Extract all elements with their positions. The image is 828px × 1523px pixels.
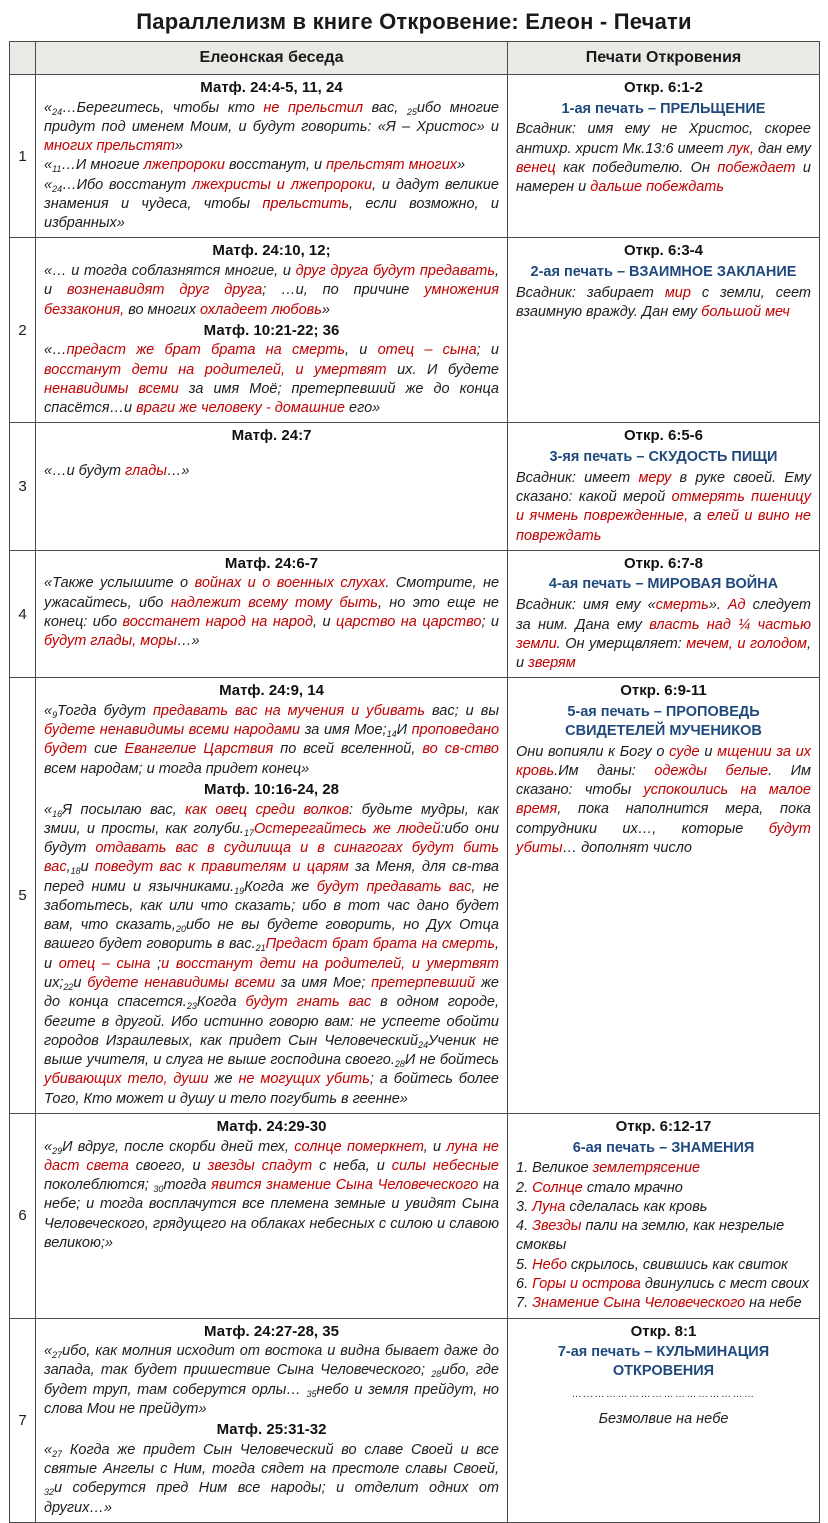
plain-text: « (44, 702, 53, 719)
plain-text: :ибо они будут (44, 820, 500, 857)
verse-number: 24 (52, 106, 63, 117)
quote-paragraph (516, 1159, 811, 1178)
verse-number: 24 (52, 183, 63, 194)
plain-text: же (208, 1071, 239, 1088)
plain-text: Тогда будут (57, 702, 153, 719)
verse-number: 24 (418, 1039, 429, 1050)
highlight-red-text: предаст же брат брата на смерть (66, 342, 345, 359)
highlight-red-text: ненавидимы всеми (44, 380, 179, 397)
quote-paragraph (44, 156, 499, 175)
plain-text: пали на землю, как незрелые смоквы (516, 1218, 785, 1254)
plain-text: за имя Мое; (300, 722, 387, 739)
plain-text: : будьте мудры, как змии, и просты, как голуби. (44, 801, 499, 837)
plain-text: скрылось, свившись как свиток (566, 1256, 788, 1273)
quote-paragraph (44, 574, 499, 651)
highlight-red-text: меру (638, 469, 672, 486)
seal-title: 1-ая печать – ПРЕЛЬЩЕНИЕ (561, 100, 766, 117)
plain-text: « (44, 176, 53, 193)
table-row (10, 75, 820, 238)
plain-text: 7. (516, 1295, 533, 1312)
row-number: 6 (10, 1114, 36, 1319)
parallelism-table (9, 41, 820, 1523)
verse-number: 11 (52, 164, 62, 175)
plain-text: . Смотрите, не ужасайтесь, ибо (44, 575, 500, 611)
plain-text: 5. (516, 1256, 533, 1273)
scripture-reference: Откр. 6:7-8 (623, 554, 704, 572)
quote-paragraph (516, 120, 811, 197)
row-5-seals-cell (508, 678, 820, 1114)
quote-paragraph (44, 1138, 499, 1254)
scripture-reference: Откр. 6:3-4 (623, 242, 704, 260)
plain-text: сие (87, 741, 125, 758)
plain-text: , и (313, 613, 337, 630)
quote-paragraph (44, 262, 499, 320)
highlight-red-text: Небо (532, 1256, 567, 1273)
plain-text: с неба, и (312, 1157, 392, 1174)
plain-text: в руке своей. Ему сказано: какой мерой (516, 469, 811, 506)
verse-number: 32 (44, 1487, 55, 1498)
plain-text: , пока наполнится мера, пока сотрудники их…, которые (516, 801, 811, 837)
row-number: 5 (10, 678, 36, 1114)
highlight-red-text: лжепророки (143, 157, 225, 174)
plain-text: , и дадут великие знамения и чудеса, чтобы (44, 176, 499, 212)
plain-text: … дополнят число (562, 839, 692, 856)
seal-title: 6-ая печать – ЗНАМЕНИЯ (572, 1139, 755, 1156)
row-4-olivet-cell (36, 550, 508, 677)
plain-text: всем народам; и тогда придет конец» (44, 760, 310, 777)
plain-text: ибо, как молния исходит от востока и видна бывает даже до запада, так будет пришествие Сына Человеческого; (44, 1343, 499, 1379)
verse-number: 25 (406, 106, 417, 117)
plain-text: и соберутся пред Ним все народы; и отделит одних от других…» (44, 1480, 499, 1516)
plain-text: …» (177, 633, 200, 650)
scripture-reference: Матф. 24:4-5, 11, 24 (200, 79, 343, 96)
quote-paragraph (516, 1294, 811, 1313)
plain-text: Когда (196, 994, 246, 1011)
plain-text: 6. (516, 1276, 533, 1293)
highlight-red-text: многих прельстят (44, 138, 175, 155)
plain-text: на небе; и тогда восплачутся все племена земные и увидят Сына Человеческого, грядущего на облаках небесных с силою и славою великою;» (44, 1177, 500, 1251)
row-5-olivet-cell (36, 678, 508, 1114)
quote-paragraph (44, 462, 499, 481)
plain-text: ; и (481, 613, 499, 630)
highlight-red-text: не прельстил (263, 99, 364, 116)
verse-number: 9 (52, 709, 58, 720)
highlight-red-text: друг друга будут предавать (295, 262, 495, 279)
plain-text: за имя Моё; претерпевший же до конца спасётся…и (44, 380, 499, 417)
highlight-red-text: как овец среди волков (185, 801, 350, 818)
highlight-red-text: восстанут дети на родителей, и умертвят (44, 361, 387, 378)
scripture-reference: Откр. 8:1 (630, 1322, 697, 1340)
highlight-red-text: будут убиты (516, 820, 811, 856)
highlight-red-text: Солнце (532, 1179, 583, 1196)
verse-number: 21 (255, 943, 266, 954)
verse-number: 22 (63, 982, 74, 993)
highlight-red-text: во св-ство (422, 741, 499, 758)
plain-text: Они вопияли к Богу о (516, 743, 670, 760)
plain-text: «…и будут (44, 462, 125, 479)
verse-number: 27 (52, 1350, 63, 1361)
highlight-red-text: охладеет любовь (200, 301, 322, 318)
table-row (10, 1318, 820, 1522)
plain-text: ибо, где будет труп, там соберутся орлы… (44, 1362, 499, 1398)
row-number: 1 (10, 75, 36, 238)
verse-number: 20 (175, 924, 186, 935)
highlight-red-text: побеждает (717, 159, 796, 176)
highlight-red-text: Знамение Сына Человеческого (532, 1295, 746, 1312)
verse-number: 27 (52, 1448, 63, 1459)
plain-text: 4. (516, 1218, 533, 1235)
plain-text: ; …и, по причине (262, 282, 425, 299)
plain-text: «… (44, 342, 67, 359)
plain-text: же до конца спасется. (44, 975, 499, 1011)
plain-text (403, 840, 412, 856)
highlight-red-text: отмерять пшеницу и ячмень поврежденные, (516, 489, 811, 525)
highlight-red-text: явится знамение Сына Человеческого (211, 1177, 479, 1194)
verse-number: 18 (70, 866, 81, 877)
plain-text: , если возможно, и избранных» (44, 195, 499, 232)
plain-text: « (44, 1343, 53, 1360)
plain-text: ; а бойтесь более Того, Кто может и душу и тело погубить в геенне» (44, 1071, 500, 1107)
header-number-cell (10, 42, 36, 75)
scripture-reference: Матф. 25:31-32 (216, 1421, 327, 1439)
plain-text: поколеблются; (44, 1177, 154, 1194)
verse-number: 35 (306, 1388, 317, 1399)
plain-text: « (44, 1138, 53, 1155)
highlight-red-text: враги же человеку - домашние (136, 400, 345, 417)
plain-text: дан ему (753, 140, 811, 157)
highlight-red-text: мир (664, 284, 691, 301)
plain-text: И не бойтесь (404, 1052, 499, 1069)
highlight-red-text: большой меч (701, 304, 790, 321)
plain-text: Всадник: забирает (516, 284, 665, 301)
plain-text: . Он умерщвляет: (556, 635, 687, 652)
highlight-red-text: одежды белые (654, 762, 769, 779)
plain-text: за имя Мое; (275, 975, 372, 992)
header-seals: Печати Откровения (508, 42, 820, 75)
quote-paragraph (44, 341, 499, 418)
highlight-red-text: и восстанут дети на родителей, и умертвят (161, 955, 499, 972)
table-row (10, 238, 820, 423)
quote-paragraph (44, 99, 499, 157)
highlight-red-text: проповедано будет (44, 722, 500, 758)
seal-title: 2-ая печать – ВЗАИМНОЕ ЗАКЛАНИЕ (530, 263, 797, 280)
plain-text: 3. (516, 1198, 533, 1215)
plain-text: и (80, 859, 95, 876)
row-number: 3 (10, 423, 36, 550)
highlight-red-text: войнах и о военных слухах (194, 575, 386, 592)
plain-text: ». (708, 597, 728, 614)
highlight-red-text: будут глады, моры (44, 633, 178, 650)
plain-text: » (321, 301, 330, 318)
quote-paragraph (516, 1179, 811, 1198)
seal-title: 7-ая печать – КУЛЬМИНАЦИЯ ОТКРОВЕНИЯ (557, 1344, 770, 1379)
highlight-red-text: отец – сына (58, 955, 151, 972)
highlight-red-text: отец – сына (377, 342, 477, 359)
plain-text: их. И будете (386, 361, 499, 378)
seal-title: 4-ая печать – МИРОВАЯ ВОЙНА (548, 576, 779, 593)
highlight-red-text: отдавать вас в судилища и в синагогах (95, 840, 403, 857)
highlight-red-text: будете ненавидимы всеми (87, 975, 276, 992)
row-6-olivet-cell (36, 1114, 508, 1319)
highlight-red-text: мщении за их кровь (516, 743, 812, 779)
plain-text: стало мрачно (582, 1179, 683, 1196)
highlight-red-text: суде (669, 743, 700, 760)
plain-text: , и (344, 342, 378, 359)
highlight-red-text: будут предавать вас (316, 878, 472, 895)
plain-text: , и (44, 936, 499, 972)
table-row (10, 423, 820, 550)
plain-text: , и (423, 1138, 447, 1155)
highlight-red-text: солнце померкнет (294, 1138, 424, 1155)
highlight-red-text: царство на царство (336, 613, 482, 630)
scripture-reference: Матф. 24:29-30 (216, 1118, 327, 1135)
quote-paragraph (44, 176, 499, 234)
quote-paragraph (516, 1217, 811, 1256)
plain-text: за Меня, для св-тва перед ними и язычниками. (44, 859, 499, 895)
plain-text: « (44, 99, 53, 116)
verse-number: 28 (431, 1369, 442, 1380)
highlight-red-text: землетрясение (592, 1160, 701, 1177)
highlight-red-text: претерпевший (371, 975, 476, 992)
scripture-reference: Откр. 6:9-11 (620, 682, 707, 700)
quote-paragraph (44, 1342, 499, 1419)
plain-text: .Им даны: (554, 762, 655, 779)
plain-text: » (457, 157, 466, 174)
verse-number: 30 (153, 1184, 164, 1195)
plain-text: Всадник: имя ему « (516, 597, 656, 614)
quote-paragraph (516, 1198, 811, 1217)
quote-paragraph (44, 702, 499, 779)
plain-text: , (66, 859, 71, 876)
highlight-red-text: восстанет народ на народ (122, 613, 314, 630)
plain-text: . Им сказано: чтобы (516, 762, 811, 799)
plain-text: Всадник: имя ему не Христос, скорее антихр. христ Мк.13:6 имеет (516, 121, 811, 157)
plain-text: с земли, сеет взаимную вражду. Дан ему (516, 284, 811, 321)
quote-paragraph (516, 469, 811, 546)
plain-text: 1. Великое (516, 1160, 593, 1177)
highlight-red-text: будете ненавидимы всеми народами (44, 722, 301, 739)
scripture-reference: Матф. 10:16-24, 28 (204, 781, 339, 798)
row-3-olivet-cell (36, 423, 508, 550)
plain-text: следует за ним. Дана ему (516, 597, 812, 633)
highlight-red-text: глады (124, 462, 167, 479)
plain-text: как победителю. Он (555, 159, 718, 176)
row-1-seals-cell (508, 75, 820, 238)
highlight-red-text: успокоились на малое время (516, 782, 811, 818)
plain-text: , и (516, 635, 811, 672)
plain-text: Безмолвие на небе (598, 1410, 729, 1427)
row-7-olivet-cell (36, 1318, 508, 1522)
plain-text: ; (150, 955, 162, 972)
scripture-reference: Матф. 10:21-22; 36 (203, 321, 340, 339)
page-title: Параллелизм в книге Откровение: Елеон - Печати (136, 9, 692, 34)
verse-number: 28 (394, 1059, 405, 1070)
highlight-red-text: будут гнать вас (245, 994, 372, 1011)
plain-text: И (396, 722, 412, 739)
dotted-divider: ………………………………………… (571, 1388, 756, 1400)
verse-number: 14 (386, 729, 397, 740)
plain-text: их; (44, 975, 64, 992)
row-number: 7 (10, 1318, 36, 1522)
plain-text: двинулись с мест своих (640, 1276, 810, 1293)
quote-paragraph (516, 1256, 811, 1275)
plain-text: его» (345, 400, 381, 417)
highlight-red-text: будут бить вас (44, 840, 500, 876)
scripture-reference: Матф. 24:27-28, 35 (204, 1322, 339, 1340)
header-row (10, 42, 820, 75)
plain-text: а (688, 508, 708, 525)
plain-text: «… и тогда соблазнятся многие, и (44, 262, 296, 279)
plain-text: во многих (124, 301, 201, 318)
plain-text: вас; и вы (425, 702, 499, 719)
scripture-reference: Матф. 24:7 (231, 427, 312, 445)
plain-text: вас, (363, 99, 407, 116)
plain-text: в одном городе, бегите в другой. Ибо истинно говорю вам: не успеете обойти городов Израилевых, как придет Сын Человеческий (44, 994, 499, 1049)
plain-text: небо и земля прейдут, но слова Мои не прейдут» (44, 1381, 500, 1417)
highlight-red-text: силы небесные (391, 1157, 500, 1174)
verse-number: 17 (243, 827, 254, 838)
plain-text: по всей вселенной, (273, 741, 423, 758)
row-number: 4 (10, 550, 36, 677)
verse-number: 19 (234, 885, 245, 896)
scripture-reference: Откр. 6:1-2 (623, 79, 704, 96)
highlight-red-text: власть над ¼ частью земли (516, 616, 812, 652)
highlight-red-text: поведут вас к правителям и царям (94, 859, 349, 876)
highlight-red-text: лжехристы и лжепророки (191, 176, 373, 193)
seal-title: 5-ая печать – ПРОПОВЕДЬ СВИДЕТЕЛЕЙ МУЧЕНИКОВ (565, 703, 762, 739)
plain-text: ибо не вы будете говорить, но Дух Отца вашего будет говорить в вас. (44, 917, 499, 953)
row-7-seals-cell (508, 1318, 820, 1522)
plain-text: Когда же (244, 878, 317, 895)
highlight-red-text: предавать вас на мучения и убивать (152, 702, 425, 719)
highlight-red-text: смерть (655, 597, 709, 614)
quote-paragraph (44, 1441, 499, 1518)
plain-text: восстанут, и (225, 157, 327, 174)
plain-text: И вдруг, после скорби дней тех, (62, 1138, 295, 1155)
plain-text: « (44, 1441, 53, 1458)
row-1-olivet-cell (36, 75, 508, 238)
quote-paragraph (44, 801, 499, 1110)
highlight-red-text: Горы и острова (532, 1276, 641, 1293)
highlight-red-text: не могущих убить (238, 1071, 370, 1088)
table-row (10, 678, 820, 1114)
plain-text: Когда же придет Сын Человеческий во славе Своей и все святые Ангелы с Ним, тогда сядет на престоле славы Своей, (44, 1441, 499, 1477)
plain-text: и намерен и (516, 159, 811, 196)
row-4-seals-cell (508, 550, 820, 677)
plain-text: » (174, 138, 183, 155)
highlight-red-text: Ад (727, 597, 746, 614)
plain-text: , и (44, 262, 500, 299)
scripture-reference: Матф. 24:9, 14 (219, 682, 324, 700)
plain-text: …» (166, 462, 190, 479)
highlight-red-text: прельстить (262, 195, 349, 212)
scripture-reference: Откр. 6:5-6 (623, 427, 704, 445)
plain-text: Всадник: имеет (516, 469, 639, 486)
quote-paragraph (516, 596, 811, 673)
scripture-reference: Откр. 6:12-17 (615, 1118, 712, 1135)
highlight-red-text: венец (516, 159, 556, 176)
plain-text: …И многие (61, 157, 144, 174)
table-row (10, 550, 820, 677)
plain-text: Я посылаю вас, (62, 801, 186, 818)
row-6-seals-cell (508, 1114, 820, 1319)
table-row (10, 1114, 820, 1319)
highlight-red-text: луна не даст света (44, 1138, 499, 1174)
highlight-red-text: надлежит всему тому быть (170, 594, 378, 611)
scripture-reference: Матф. 24:6-7 (224, 554, 319, 572)
scripture-reference: Матф. 24:10, 12; (212, 242, 331, 260)
plain-text: на небе (745, 1295, 802, 1312)
highlight-red-text: возненавидят друг друга (67, 282, 263, 299)
header-olivet: Елеонская беседа (36, 42, 508, 75)
highlight-red-text: мечем, и голодом (686, 635, 807, 652)
plain-text: тогда (163, 1177, 212, 1194)
highlight-red-text: Остерегайтесь же людей (253, 820, 441, 837)
highlight-red-text: звезды спадут (207, 1157, 313, 1174)
plain-text: ; и (476, 342, 499, 359)
row-2-olivet-cell (36, 238, 508, 423)
highlight-red-text: дальше побеждать (590, 179, 724, 196)
quote-paragraph (516, 284, 811, 323)
quote-paragraph (516, 1275, 811, 1294)
plain-text: 2. (516, 1179, 533, 1196)
highlight-red-text: убивающих тело, души (44, 1071, 209, 1088)
plain-text: ибо многие придут под именем Моим, и будут говорить: «Я – Христос» и (44, 99, 499, 135)
plain-text: , не заботьтесь, как или что сказать; ибо в тот час дано будет вам, что сказать, (44, 878, 500, 934)
highlight-red-text: Луна (532, 1198, 566, 1215)
row-2-seals-cell (508, 238, 820, 423)
seal-title: 3-яя печать – СКУДОСТЬ ПИЩИ (549, 448, 778, 465)
plain-text: и (699, 743, 718, 760)
verse-number: 16 (52, 808, 63, 819)
plain-text: и (73, 975, 88, 992)
highlight-red-text: прельстят многих (326, 157, 458, 174)
verse-number: 23 (186, 1001, 197, 1012)
verse-number: 29 (52, 1145, 63, 1156)
plain-text: своего, и (128, 1157, 208, 1174)
highlight-red-text: елей и вино не повреждать (516, 508, 811, 544)
highlight-red-text: Евангелие Царствия (124, 741, 274, 758)
highlight-red-text: Звезды (532, 1218, 582, 1235)
quote-paragraph (516, 743, 811, 859)
quote-paragraph (516, 1410, 811, 1429)
plain-text: « (44, 157, 53, 174)
highlight-red-text: Предаст брат брата на смерть (265, 936, 495, 953)
highlight-red-text: лук, (727, 140, 754, 157)
highlight-red-text: зверям (528, 655, 576, 672)
plain-text: , но это еще не конец: ибо (44, 594, 499, 630)
plain-text: Ученик не выше учителя, и слуга не выше господина своего. (44, 1032, 499, 1069)
plain-text: …Ибо восстанут (62, 176, 192, 193)
highlight-red-text: умножения беззакония, (44, 282, 500, 318)
plain-text: сделалась как кровь (565, 1198, 708, 1215)
plain-text: « (44, 801, 53, 818)
row-number: 2 (10, 238, 36, 423)
plain-text: …Берегитесь, чтобы кто (62, 99, 264, 116)
row-3-seals-cell (508, 423, 820, 550)
plain-text: «Также услышите о (44, 575, 195, 592)
